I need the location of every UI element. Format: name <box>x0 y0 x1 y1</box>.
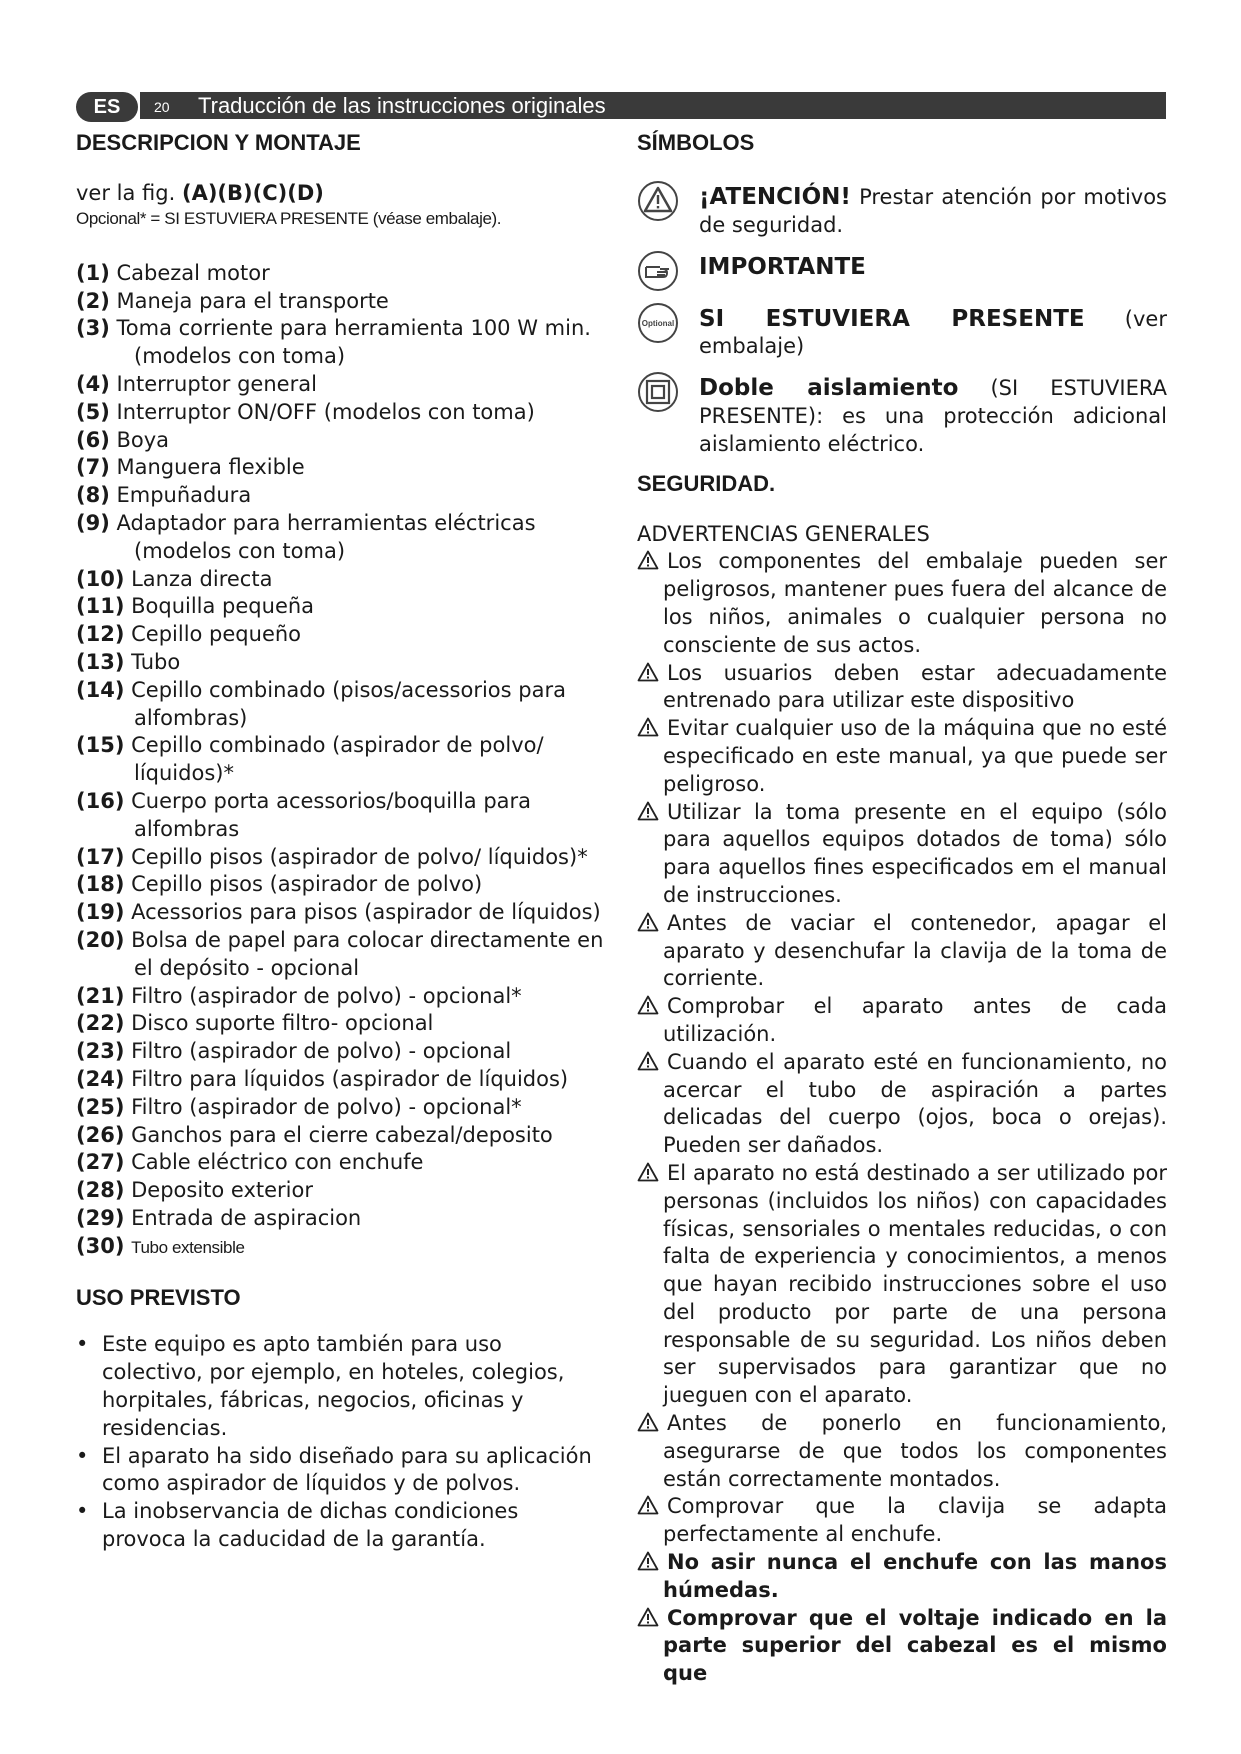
part-number: (4) <box>76 371 110 396</box>
symbol-heading: ¡ATENCIÓN! <box>699 184 851 210</box>
part-text: Cepillo pequeño <box>131 622 302 647</box>
symbol-description: (ver embalaje) <box>699 306 1174 359</box>
part-item <box>76 1010 606 1038</box>
warning-item <box>637 715 1167 798</box>
part-item <box>76 871 606 899</box>
part-item <box>76 927 606 983</box>
part-item <box>76 621 606 649</box>
warning-icon <box>637 1551 659 1571</box>
uso-item: • El aparato ha sido diseñado para su aplicación como aspirador de líquidos y de polvos. <box>76 1443 606 1499</box>
symbol-row <box>637 371 1174 458</box>
part-number: (25) <box>76 1094 125 1119</box>
part-text: Entrada de aspiracion <box>131 1205 362 1230</box>
symbol-text <box>699 371 1174 458</box>
part-item <box>76 371 606 399</box>
part-number: (29) <box>76 1205 125 1230</box>
part-item <box>76 427 606 455</box>
general-warnings-title: ADVERTENCIAS GENERALES <box>637 521 930 546</box>
warning-text: Los usuarios deben estar adecuadamente entrenado para utilizar este dispositivo <box>663 660 1167 713</box>
part-text: Disco suporte filtro- opcional <box>131 1011 434 1036</box>
right-column <box>637 128 1174 1688</box>
part-item <box>76 732 606 788</box>
part-number: (16) <box>76 788 125 813</box>
part-number: (23) <box>76 1039 125 1064</box>
warning-text: Cuando el aparato esté en funcionamiento, no acercar el tubo de aspiración a partes delicadas del cuerpo (ojos, boca o orejas). Pueden ser dañados. <box>663 1049 1167 1158</box>
part-number: (24) <box>76 1066 125 1091</box>
figure-refs: (A)(B)(C)(D) <box>181 181 324 205</box>
part-item <box>76 454 606 482</box>
warning-icon <box>637 1162 659 1182</box>
left-column <box>76 128 606 1554</box>
part-number: (22) <box>76 1011 125 1036</box>
part-text: Bolsa de papel para colocar directamente en el depósito - opcional <box>131 927 604 980</box>
part-text: Tubo extensible <box>131 1237 245 1257</box>
warning-text: Evitar cualquier uso de la máquina que no esté especificado en este manual, ya que puede ser peligroso. <box>663 716 1167 796</box>
part-text: Filtro (aspirador de polvo) - opcional <box>131 1039 512 1064</box>
part-item <box>76 788 606 844</box>
warning-item <box>637 1160 1167 1410</box>
part-text: Interruptor general <box>116 371 317 396</box>
part-item <box>76 315 606 371</box>
symbols-list <box>637 180 1174 459</box>
warning-text: Comprobar el aparato antes de cada utilización. <box>663 994 1167 1046</box>
warning-icon <box>637 1412 659 1432</box>
warning-text: Los componentes del embalaje pueden ser peligrosos, mantener pues fuera del alcance de los niños, animales o cualquier persona no consciente de sus actos. <box>663 549 1167 657</box>
part-item <box>76 593 606 621</box>
header-title: Traducción de las instrucciones originales <box>198 93 606 118</box>
part-number: (8) <box>76 483 110 508</box>
part-text: Cepillo combinado (pisos/acessorios para alfombras) <box>131 677 566 730</box>
part-number: (9) <box>76 510 110 535</box>
warning-icon <box>637 801 659 821</box>
symbol-row <box>637 180 1174 240</box>
part-item <box>76 677 606 733</box>
warning-item <box>637 1049 1167 1160</box>
part-text: Tubo <box>131 649 181 674</box>
part-number: (18) <box>76 872 125 897</box>
part-number: (30) <box>76 1233 125 1258</box>
warning-item <box>637 548 1167 659</box>
part-number: (6) <box>76 427 110 452</box>
part-text: Toma corriente para herramienta 100 W min. (modelos con toma) <box>116 316 591 369</box>
section-title-safety: SEGURIDAD. <box>637 470 776 496</box>
warning-icon <box>637 1495 659 1515</box>
figure-prefix: ver la fig. <box>76 181 176 205</box>
warnings-list <box>637 548 1167 1688</box>
symbol-description: Prestar atención por motivos de seguridad. <box>699 185 1174 237</box>
part-text: Cepillo combinado (aspirador de polvo/ líquidos)* <box>131 733 544 786</box>
warning-item <box>637 660 1167 716</box>
optional-note: Opcional* = SI ESTUVIERA PRESENTE (véase embalaje). <box>76 208 502 228</box>
warning-text: Comprovar que el voltaje indicado en la parte superior del cabezal es el mismo que <box>663 1605 1167 1686</box>
symbol-row <box>637 302 1174 362</box>
part-number: (10) <box>76 566 125 591</box>
part-number: (13) <box>76 649 125 674</box>
symbol-text <box>699 302 1174 362</box>
part-item <box>76 1038 606 1066</box>
warning-icon <box>637 662 659 682</box>
symbol-row <box>637 250 1167 292</box>
part-number: (19) <box>76 900 125 925</box>
part-text: Boya <box>116 427 170 452</box>
warning-icon <box>637 912 659 932</box>
optional-badge-label: Optional <box>641 318 675 328</box>
warning-item <box>637 1605 1167 1688</box>
symbol-text <box>699 180 1174 240</box>
warning-item <box>637 1410 1167 1493</box>
part-text: Cable eléctrico con enchufe <box>131 1150 424 1175</box>
page-number: 20 <box>154 99 170 115</box>
warning-icon <box>637 550 659 570</box>
parts-list <box>76 260 606 1262</box>
part-text: Filtro (aspirador de polvo) - opcional* <box>131 1094 522 1119</box>
warning-item <box>637 1549 1167 1605</box>
warning-item <box>637 799 1167 910</box>
warning-text: Utilizar la toma presente en el equipo (sólo para aquellos equipos dotados de toma) sólo para aquellos fines especificados em el manual de instrucciones. <box>663 799 1167 907</box>
warning-icon <box>637 995 659 1015</box>
part-item <box>76 1149 606 1177</box>
uso-item: • La inobservancia de dichas condiciones provoca la caducidad de la garantía. <box>76 1498 606 1554</box>
figure-reference <box>76 180 606 208</box>
part-text: Lanza directa <box>131 566 273 591</box>
warning-text: Antes de ponerlo en funcionamiento, asegurarse de que todos los componentes están correctamente montados. <box>663 1411 1167 1491</box>
part-item <box>76 899 606 927</box>
section-title-symbols: SÍMBOLOS <box>637 130 755 155</box>
warning-item <box>637 1493 1167 1549</box>
part-item <box>76 260 606 288</box>
part-number: (5) <box>76 399 110 424</box>
part-text: Boquilla pequeña <box>131 594 315 619</box>
part-text: Deposito exterior <box>131 1178 313 1203</box>
symbol-text <box>699 250 1167 282</box>
part-number: (27) <box>76 1150 125 1175</box>
part-number: (26) <box>76 1122 125 1147</box>
uso-item: • Este equipo es apto también para uso colectivo, por ejemplo, en hoteles, colegios, horpitales, fábricas, negocios, oficinas y residencias. <box>76 1331 606 1442</box>
part-item <box>76 1177 606 1205</box>
part-text: Adaptador para herramientas eléctricas (modelos con toma) <box>116 510 536 563</box>
part-item <box>76 482 606 510</box>
part-item <box>76 983 606 1011</box>
symbol-heading: SI ESTUVIERA PRESENTE <box>699 305 1085 332</box>
part-number: (17) <box>76 844 125 869</box>
symbol-description: (SI ESTUVIERA PRESENTE): es una protección adicional aislamiento eléctrico. <box>699 376 1174 456</box>
double-insulation-icon <box>637 371 679 413</box>
part-number: (12) <box>76 622 125 647</box>
symbol-heading: IMPORTANTE <box>699 253 866 280</box>
part-item <box>76 844 606 872</box>
part-item <box>76 1233 606 1262</box>
part-text: Interruptor ON/OFF (modelos con toma) <box>116 399 535 424</box>
part-item <box>76 399 606 427</box>
part-number: (3) <box>76 316 110 341</box>
warning-item <box>637 910 1167 993</box>
warning-text: Comprovar que la clavija se adapta perfectamente al enchufe. <box>663 1494 1167 1547</box>
section-title-uso: USO PREVISTO <box>76 1285 241 1311</box>
warning-item <box>637 993 1167 1049</box>
part-number: (11) <box>76 594 125 619</box>
warning-text: No asir nunca el enchufe con las manos húmedas. <box>663 1550 1167 1602</box>
part-text: Cepillo pisos (aspirador de polvo) <box>131 872 483 897</box>
part-number: (28) <box>76 1178 125 1203</box>
section-title-description: DESCRIPCION Y MONTAJE <box>76 130 361 155</box>
warning-triangle-icon <box>637 180 679 222</box>
part-text: Cepillo pisos (aspirador de polvo/ líquidos)* <box>131 844 588 869</box>
pointing-hand-icon <box>637 250 679 292</box>
part-text: Cuerpo porta acessorios/boquilla para alfombras <box>131 788 532 841</box>
warning-icon <box>637 717 659 737</box>
warning-text: Antes de vaciar el contenedor, apagar el aparato y desenchufar la clavija de la toma de corriente. <box>663 910 1167 991</box>
part-number: (15) <box>76 733 125 758</box>
part-number: (2) <box>76 288 110 313</box>
part-number: (7) <box>76 455 110 480</box>
part-number: (1) <box>76 260 110 285</box>
part-item <box>76 1122 606 1150</box>
part-number: (20) <box>76 927 125 952</box>
part-text: Empuñadura <box>116 483 252 508</box>
symbol-heading: Doble aislamiento <box>699 375 959 402</box>
part-text: Filtro para líquidos (aspirador de líquidos) <box>131 1066 569 1091</box>
part-text: Acessorios para pisos (aspirador de líquidos) <box>131 900 601 925</box>
part-number: (21) <box>76 983 125 1008</box>
part-text: Cabezal motor <box>116 260 270 285</box>
part-text: Ganchos para el cierre cabezal/deposito <box>131 1122 553 1147</box>
warning-icon <box>637 1051 659 1071</box>
part-text: Manguera flexible <box>116 455 305 480</box>
part-item <box>76 288 606 316</box>
part-text: Filtro (aspirador de polvo) - opcional* <box>131 983 522 1008</box>
part-item <box>76 1066 606 1094</box>
part-item <box>76 1205 606 1233</box>
warning-icon <box>637 1607 659 1627</box>
part-text: Maneja para el transporte <box>116 288 389 313</box>
language-badge: ES <box>76 92 138 122</box>
uso-list <box>76 1331 606 1553</box>
optional-badge-icon <box>637 302 679 344</box>
part-item <box>76 566 606 594</box>
part-number: (14) <box>76 677 125 702</box>
part-item <box>76 510 606 566</box>
part-item <box>76 649 606 677</box>
part-item <box>76 1094 606 1122</box>
warning-text: El aparato no está destinado a ser utilizado por personas (incluidos los niños) con capacidades físicas, sensoriales o mentales reducidas, o con falta de experiencia y conocimientos, a menos que hayan recibido instrucciones sobre el uso del producto por parte de una persona responsable de su seguridad. Los niños deben ser supervisados para garantizar que no jueguen con el aparato. <box>663 1160 1167 1408</box>
